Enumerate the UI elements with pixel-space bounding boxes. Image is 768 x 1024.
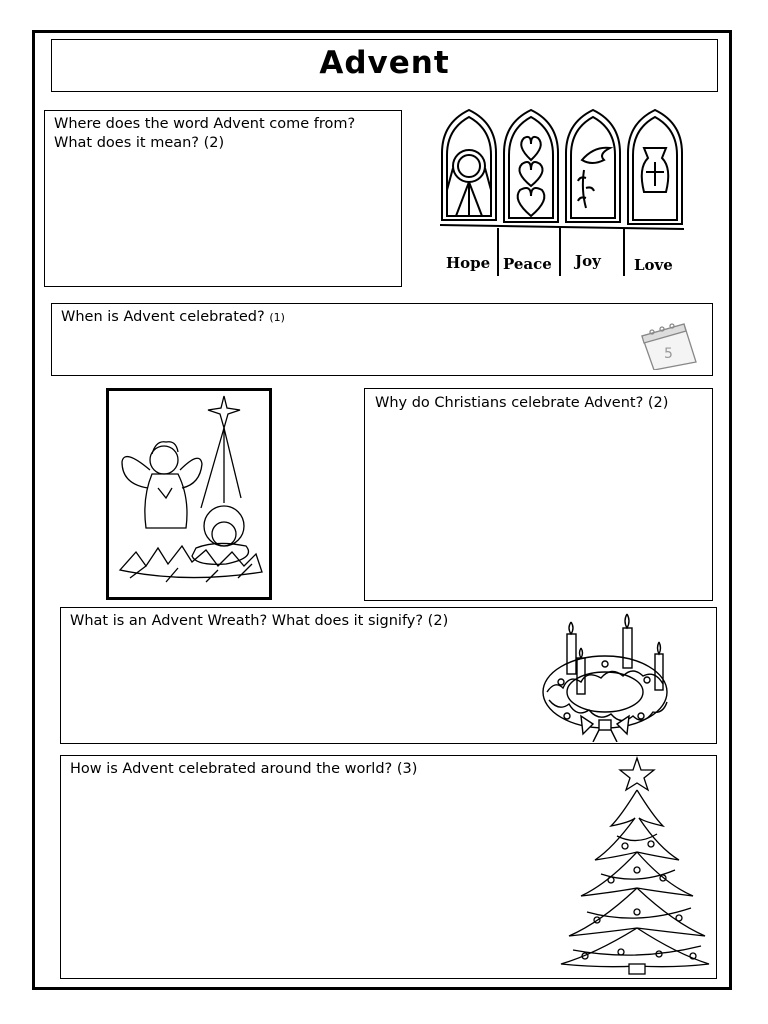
- christmas-tree-illustration: [551, 756, 711, 976]
- origin-question-line2: What does it mean? (2): [54, 135, 225, 151]
- when-question-text: When is Advent celebrated?: [61, 309, 265, 325]
- world-question-text: How is Advent celebrated around the world? (3): [70, 761, 418, 777]
- window-label-love: Love: [634, 256, 673, 274]
- wreath-question-text: What is an Advent Wreath? What does it signify? (2): [70, 613, 449, 629]
- world-question: [70, 760, 417, 779]
- origin-question-line1: Where does the word Advent come from?: [54, 116, 356, 132]
- when-question: [61, 308, 285, 327]
- window-label-hope: Hope: [446, 254, 491, 272]
- origin-answer-box[interactable]: [44, 110, 402, 287]
- title-box: [51, 39, 718, 92]
- calendar-icon: [636, 318, 706, 370]
- advent-windows-illustration: [436, 108, 686, 283]
- wreath-answer-box[interactable]: [60, 607, 717, 744]
- nativity-illustration: [106, 388, 272, 600]
- svg-text:5: 5: [664, 346, 673, 362]
- wreath-question: [70, 612, 448, 631]
- page-title: Advent: [319, 45, 450, 81]
- world-answer-box[interactable]: [60, 755, 717, 979]
- advent-wreath-illustration: [537, 612, 673, 742]
- when-question-marks: (1): [269, 311, 285, 324]
- why-answer-box[interactable]: [364, 388, 713, 601]
- when-answer-box[interactable]: [51, 303, 713, 376]
- joy-window: [566, 110, 620, 222]
- why-question: [375, 394, 668, 413]
- why-question-text: Why do Christians celebrate Advent? (2): [375, 395, 669, 411]
- origin-question: [54, 115, 355, 153]
- window-label-peace: Peace: [503, 255, 552, 273]
- window-label-joy: Joy: [575, 252, 601, 270]
